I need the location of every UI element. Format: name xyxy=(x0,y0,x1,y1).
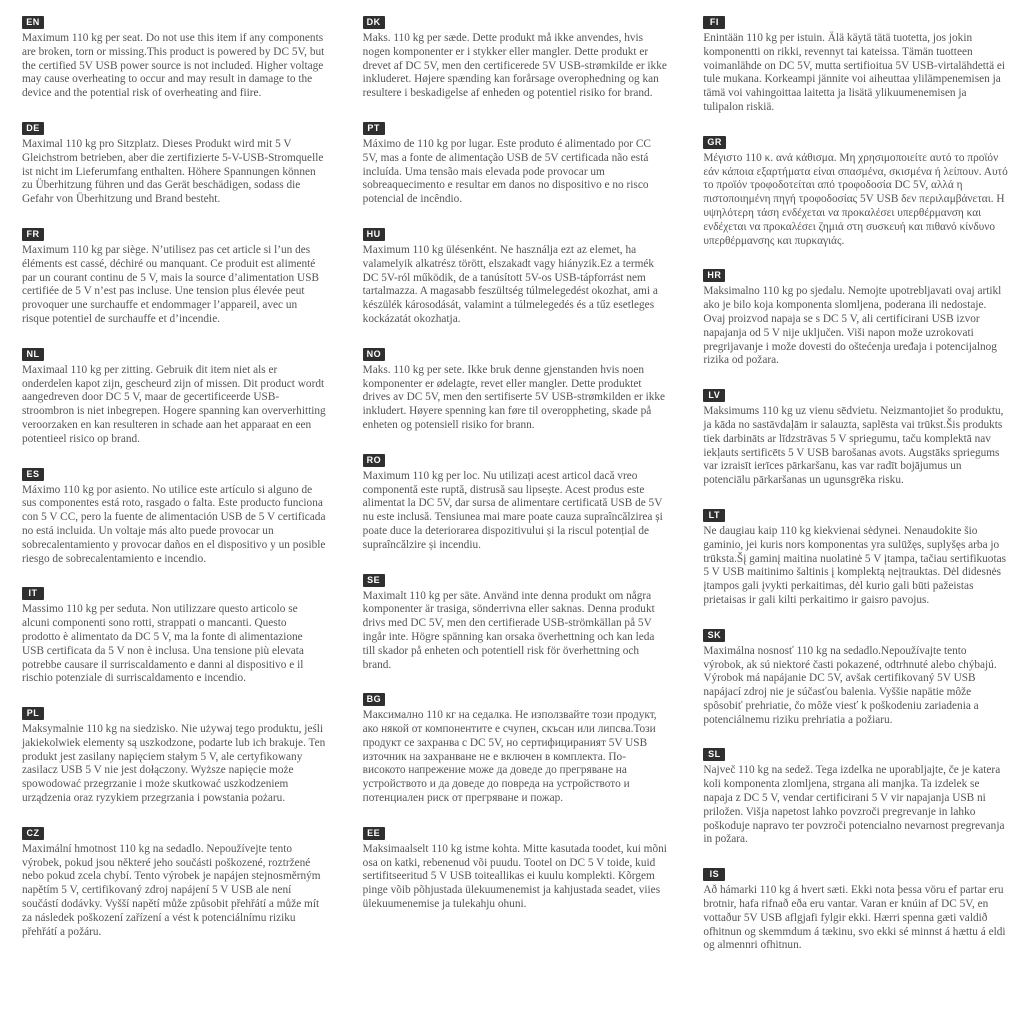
lang-warning-text-is: Að hámarki 110 kg á hvert sæti. Ekki nota þessa vöru ef partar eru brotnir, hafa rifnað eða eru vantar. Varan er knúin af DC 5V, en vottaður 5V USB aflgjafi fylgir ekki. Hærri spenna gæti valdið ofhitnun og skemmdum á tækinu, svo ekki sé minnst á hættu á eldi og almennri ofhitnun. xyxy=(703,884,1006,952)
lang-section-gr xyxy=(703,132,1008,249)
lang-code-badge-sl: SL xyxy=(703,748,725,761)
lang-code-badge-de: DE xyxy=(22,122,44,135)
lang-warning-text-lv: Maksimums 110 kg uz vienu sēdvietu. Neizmantojiet šo produktu, ja kāda no sastāvdaļām ir salauzta, saplēsta vai trūkst.Šis produkts tiek darbināts ar līdzstrāvas 5 V spriegumu, taču komplektā nav iekļauts sertificēts 5 V USB barošanas avots. Augstāks spriegums var izraisīt ierīces pārkaršanu, kas var radīt bojājumus un potenciālu pārkaršanas un ugunsgrēka risku. xyxy=(703,405,1004,487)
lang-code-badge-dk: DK xyxy=(363,16,385,29)
column-middle xyxy=(363,12,668,1024)
lang-code-badge-en: EN xyxy=(22,16,44,29)
lang-code-badge-ee: EE xyxy=(363,827,385,840)
column-right xyxy=(703,12,1008,1024)
lang-section-sk xyxy=(703,625,1008,728)
lang-section-en xyxy=(22,12,327,101)
lang-code-badge-sk: SK xyxy=(703,629,725,642)
lang-warning-text-hr: Maksimalno 110 kg po sjedalu. Nemojte upotrebljavati ovaj artikl ako je bilo koja komponenta slomljena, poderana ili nedostaje. Ovaj proizvod napaja se s DC 5 V, ali certificirani USB izvor napajanja od 5 V nije uključen. Viši napon može uzrokovati pregrijavanje i može dovesti do oštećenja uređaja i potencijalnog rizika od požara. xyxy=(703,285,1002,367)
lang-section-de xyxy=(22,118,327,207)
lang-warning-text-ro: Maximum 110 kg per loc. Nu utilizați acest articol dacă vreo componentă este ruptă, distrusă sau lipsește. Acest produs este alimentat la DC 5V, dar sursa de alimentare certificată USB de 5V nu este inclusă. Tensiunea mai mare poate cauza supraîncălzirea și poate duce la deteriorarea dispozitivului și la riscul potențial de supraîncălzire și incendiu. xyxy=(362,469,663,551)
lang-section-pt xyxy=(363,118,668,207)
lang-code-badge-hu: HU xyxy=(363,228,385,241)
lang-section-pl xyxy=(22,703,327,806)
lang-section-es xyxy=(22,464,327,567)
lang-code-badge-no: NO xyxy=(363,348,386,361)
lang-section-bg xyxy=(363,689,668,806)
lang-section-fi xyxy=(703,12,1008,115)
lang-section-se xyxy=(363,570,668,673)
lang-code-badge-fr: FR xyxy=(22,228,44,241)
lang-section-no xyxy=(363,344,668,433)
lang-code-badge-bg: BG xyxy=(363,693,386,706)
lang-warning-text-sk: Maximálna nosnosť 110 kg na sedadlo.Nepoužívajte tento výrobok, ak sú niektoré časti pokazené, odtrhnuté alebo chýbajú. Výrobok má napájanie DC 5V, avšak certifikovaný 5V USB napájací zdroj nie je súčasťou balenia. Vyššie napätie môže spôsobiť prehriatie, čo môže viesť k poškodeniu zariadenia a potenciálnemu riziku prehriatia a požiaru. xyxy=(703,644,997,726)
lang-warning-text-fi: Enintään 110 kg per istuin. Älä käytä tätä tuotetta, jos jokin komponentti on rikki, revennyt tai kateissa. Tämän tuotteen voimanlähde on DC 5V, mutta sertifioitua 5V USB-virtalähdettä ei tule mukana. Korkeampi jännite voi aiheuttaa ylilämpenemisen ja tämä voi vahingoittaa laitetta ja lisätä ylikuumenemisen ja tulipalon riskiä. xyxy=(703,32,1006,113)
lang-section-dk xyxy=(363,12,668,101)
lang-warning-text-lt: Ne daugiau kaip 110 kg kiekvienai sėdynei. Nenaudokite šio gaminio, jei kuris nors komponentas yra sulūžęs, suplyšęs arba jo trūksta.Šį gaminį maitina nuolatinė 5 V įtampa, tačiau sertifikuotas 5 V USB maitinimo šaltinis į komplektą neįtrauktas. Dėl didesnės įtampos gali įvykti perkaitimas, dėl kurio gali būti pažeistas prietaisas ir gali kilti perkaitimo ir gaisro pavojus. xyxy=(703,524,1006,606)
lang-code-badge-nl: NL xyxy=(22,348,44,361)
lang-warning-text-pl: Maksymalnie 110 kg na siedzisko. Nie używaj tego produktu, jeśli jakiekolwiek elementy są uszkodzone, podarte lub ich brakuje. Ten produkt jest zasilany napięciem stałym 5 V, ale certyfikowany zasilacz USB 5 V nie jest dołączony. Wyższe napięcie może spowodować przegrzanie i może skutkować uszkodzeniem urządzenia oraz ryzykiem przegrzania i powstania pożaru. xyxy=(22,723,326,805)
lang-code-badge-hr: HR xyxy=(703,269,725,282)
lang-code-badge-gr: GR xyxy=(703,136,726,149)
lang-section-lv xyxy=(703,385,1008,488)
lang-warning-text-bg: Максимално 110 кг на седалка. Не използвайте този продукт, ако някой от компонентите е счупен, скъсан или липсва.Този продукт се захранва с DC 5V, но сертифицираният 5V USB източник на захранване не е включен в комплекта. По-високото напрежение може да доведе до прегряване на устройството и да доведе до повреда на устройството и потенциален риск от прегряване и пожар. xyxy=(362,709,657,805)
column-left xyxy=(22,12,327,1024)
lang-code-badge-it: IT xyxy=(22,587,44,600)
lang-warning-text-pt: Máximo de 110 kg por lugar. Este produto é alimentado por CC 5V, mas a fonte de alimentação USB de 5V certificada não está incluída. Uma tensão mais elevada pode provocar um sobreaquecimento e resultar em danos no dispositivo e no risco potencial de incêndio. xyxy=(362,137,651,206)
lang-code-badge-is: IS xyxy=(703,868,725,881)
lang-warning-text-dk: Maks. 110 kg per sæde. Dette produkt må ikke anvendes, hvis nogen komponenter er i stykker eller mangler. Dette produkt er drevet af DC 5V, men den certificerede 5V USB-strømkilde er ikke inkluderet. Højere spænding kan forårsage overophedning og kan resultere i beskadigelse af enheden og potentiel risiko for brand. xyxy=(362,32,667,100)
lang-code-badge-pt: PT xyxy=(363,122,385,135)
lang-warning-text-de: Maximal 110 kg pro Sitzplatz. Dieses Produkt wird mit 5 V Gleichstrom betrieben, aber die zertifizierte 5-V-USB-Stromquelle ist nicht im Lieferumfang enthalten. Höhere Spannungen können zu Überhitzung führen und das Gerät beschädigen, sodass die Gefahr von Überhitzung und Brand besteht. xyxy=(22,137,324,206)
lang-section-nl xyxy=(22,344,327,447)
lang-code-badge-es: ES xyxy=(22,468,44,481)
lang-section-cz xyxy=(22,823,327,940)
lang-code-badge-pl: PL xyxy=(22,707,44,720)
lang-warning-text-sl: Največ 110 kg na sedež. Tega izdelka ne uporabljajte, če je katera koli komponenta zlomljena, strgana ali manjka. Ta izdelek se napaja z DC 5 V, vendar certificirani 5 V vir napajanja USB ni priložen. Višja napetost lahko povzroči pregrevanje in lahko poškoduje napravo ter povzroči potencialno nevarnost pregrevanja in požara. xyxy=(703,764,1005,846)
lang-warning-text-nl: Maximaal 110 kg per zitting. Gebruik dit item niet als er onderdelen kapot zijn, gescheurd zijn of missen. Dit product wordt aangedreven door DC 5 V, maar de gecertificeerde USB-stroombron is niet inbegrepen. Hogere spanning kan oververhitting veroorzaken en kan resulteren in schade aan het apparaat en een potentieel risico op brand. xyxy=(22,363,326,445)
lang-warning-text-no: Maks. 110 kg per sete. Ikke bruk denne gjenstanden hvis noen komponenter er ødelagte, revet eller mangler. Dette produktet drives av DC 5V, men den sertifiserte 5V USB-strømkilden er ikke inkludert. Høyere spenning kan føre til overoppheting, skade på enheten og potensiell risiko for brann. xyxy=(362,363,666,431)
lang-warning-text-it: Massimo 110 kg per seduta. Non utilizzare questo articolo se alcuni componenti sono rotti, strappati o mancanti. Questo prodotto è alimentato da DC 5 V, ma la fonte di alimentazione USB certificata da 5 V non è inclusa. Una tensione più elevata potrebbe causare il surriscaldamento e danni al dispositivo e il rischio potenziale di surriscaldamento e incendio. xyxy=(22,603,304,685)
lang-warning-text-en: Maximum 110 kg per seat. Do not use this item if any components are broken, torn or missing.This product is powered by DC 5V, but the certified 5V USB power source is not included. Higher voltage may cause overheating to occur and may result in damage to the device and the potential risk of overheating and fiire. xyxy=(22,32,325,100)
lang-section-hr xyxy=(703,265,1008,368)
lang-section-fr xyxy=(22,224,327,327)
lang-section-it xyxy=(22,583,327,686)
lang-warning-text-cz: Maximální hmotnost 110 kg na sedadlo. Nepoužívejte tento výrobek, pokud jsou některé jeho součásti poškozené, roztržené nebo pokud zcela chybí. Tento výrobek je napájen stejnosměrným napětím 5 V, certifikovaný zdroj napájení 5 V USB ale není součástí dodávky. Vyšší napětí může způsobit přehřátí a může mít za následek poškození zařízení a vést k potenciálnímu riziku přehřátí a požáru. xyxy=(22,842,321,938)
lang-section-ro xyxy=(363,450,668,553)
lang-code-badge-lv: LV xyxy=(703,389,725,402)
lang-section-lt xyxy=(703,505,1008,608)
lang-section-is xyxy=(703,864,1008,953)
lang-code-badge-se: SE xyxy=(363,574,385,587)
lang-code-badge-cz: CZ xyxy=(22,827,44,840)
lang-warning-text-fr: Maximum 110 kg par siège. N’utilisez pas cet article si l’un des éléments est cassé, déchiré ou manquant. Ce produit est alimenté par un courant continu de 5 V, mais la source d’alimentation USB certifiée de 5 V n’est pas incluse. Une tension plus élevée peut provoquer une surchauffe et endommager l’appareil, avec un risque potentiel de surchauffe et d’incendie. xyxy=(22,243,320,325)
lang-warning-text-es: Máximo 110 kg por asiento. No utilice este artículo si alguno de sus componentes está roto, rasgado o falta. Este producto funciona con 5 V CC, pero la fuente de alimentación USB de 5 V certificada no está incluida. Un voltaje más alto puede provocar un sobrecalentamiento y provocar daños en el dispositivo y un posible riesgo de sobrecalentamiento e incendio. xyxy=(22,483,326,565)
lang-code-badge-ro: RO xyxy=(363,454,386,467)
lang-code-badge-lt: LT xyxy=(703,509,725,522)
lang-warning-text-se: Maximalt 110 kg per säte. Använd inte denna produkt om några komponenter är trasiga, sönderrivna eller saknas. Denna produkt drivs med DC 5V, men den certifierade USB-strömkällan på 5V ingår inte. Högre spänning kan orsaka överhettning och kan leda till skador på enheten och potentiell risk för överhettning och brand. xyxy=(362,589,655,671)
lang-section-hu xyxy=(363,224,668,327)
lang-warning-text-ee: Maksimaalselt 110 kg istme kohta. Mitte kasutada toodet, kui mõni osa on katki, rebenenud või puudu. Tootel on DC 5 V toide, kuid sertifitseeritud 5 V USB toiteallikas ei kuulu komplekti. Kõrgem pinge võib põhjustada ülekuumenemist ja kahjustada seadet, viies ülekuumenemise ja tulekahju ohuni. xyxy=(362,842,667,911)
lang-warning-text-gr: Μέγιστο 110 κ. ανά κάθισμα. Μη χρησιμοποιείτε αυτό το προϊόν εάν κάποια εξαρτήματα είναι σπασμένα, σκισμένα ή λείπουν. Αυτό το προϊόν τροφοδοτείται από τροφοδοσία DC 5V, αλλά η πιστοποιημένη πηγή τροφοδοσίας 5V USB δεν περιλαμβάνεται. Η υψηλότερη τάση ενδέχεται να προκαλέσει υπερθέρμανση και ενδέχεται να προκαλέσει ζημιά στη συσκευή και πιθανό κίνδυνο υπερθέρμανσης και πυρκαγιάς. xyxy=(703,151,1008,247)
lang-section-sl xyxy=(703,744,1008,847)
lang-code-badge-fi: FI xyxy=(703,16,725,29)
lang-warning-text-hu: Maximum 110 kg ülésenként. Ne használja ezt az elemet, ha valamelyik alkatrész törött, elszakadt vagy hiányzik.Ez a termék DC 5V-ról működik, de a tanúsított 5V-os USB-tápforrást nem tartalmazza. A magasabb feszültség túlmelegedést okozhat, ami a készülék károsodását, valamint a túlmelegedés és a tűz esetleges kockázatát okozhatja. xyxy=(362,243,658,325)
lang-section-ee xyxy=(363,823,668,912)
